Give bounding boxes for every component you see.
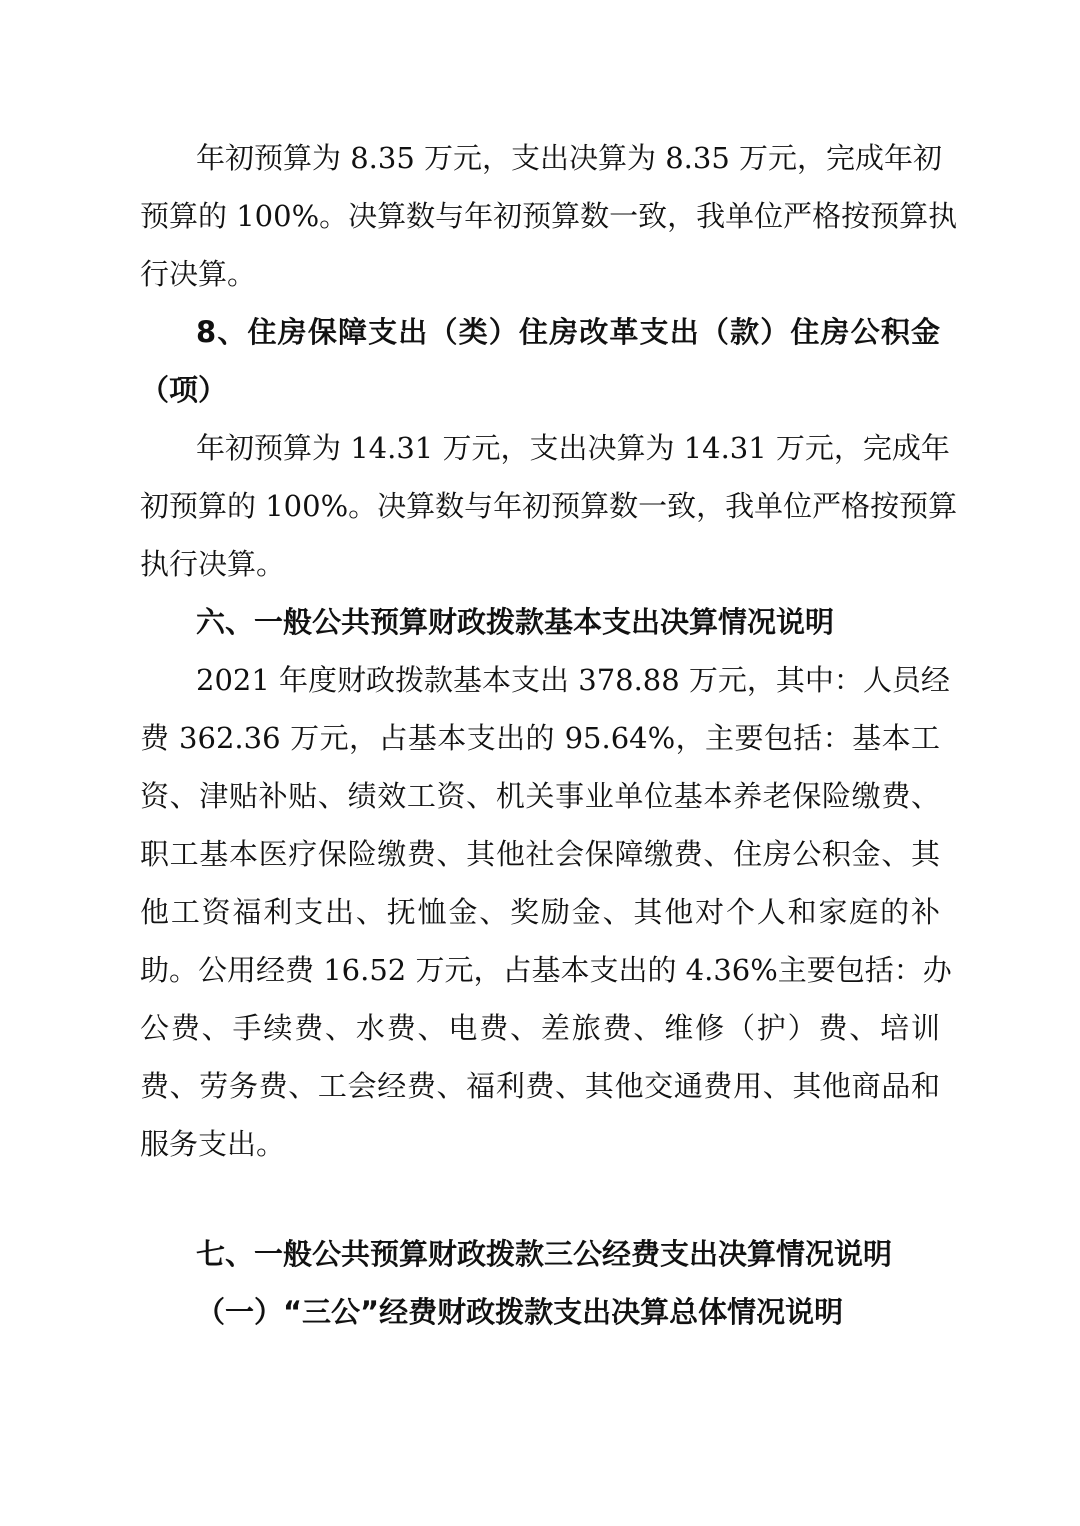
body-text-line: 费、劳务费、工会经费、福利费、其他交通费用、其他商品和 bbox=[140, 1069, 940, 1103]
body-text-line: 他工资福利支出、抚恤金、奖励金、其他对个人和家庭的补 bbox=[140, 895, 940, 929]
body-text-line: 职工基本医疗保险缴费、其他社会保障缴费、住房公积金、其 bbox=[140, 837, 940, 871]
body-text-line: 行决算。 bbox=[140, 257, 257, 291]
body-text-line: 助。公用经费 16.52 万元，占基本支出的 4.36%主要包括：办 bbox=[140, 953, 952, 987]
body-text-line: 年初预算为 8.35 万元，支出决算为 8.35 万元，完成年初 bbox=[196, 141, 943, 175]
body-text-line: 执行决算。 bbox=[140, 547, 286, 581]
sub-section-heading: （一）“三公”经费财政拨款支出决算总体情况说明 bbox=[196, 1295, 844, 1329]
body-text-line: 资、津贴补贴、绩效工资、机关事业单位基本养老保险缴费、 bbox=[140, 779, 940, 813]
body-text-line: 年初预算为 14.31 万元，支出决算为 14.31 万元，完成年 bbox=[196, 431, 950, 465]
section-heading: 8、住房保障支出（类）住房改革支出（款）住房公积金 bbox=[196, 315, 940, 349]
body-text-line: 初预算的 100%。决算数与年初预算数一致，我单位严格按预算 bbox=[140, 489, 958, 523]
section-heading: 七、一般公共预算财政拨款三公经费支出决算情况说明 bbox=[196, 1237, 893, 1271]
body-text-line: 公费、手续费、水费、电费、差旅费、维修（护）费、培训 bbox=[140, 1011, 940, 1045]
body-text-line: 2021 年度财政拨款基本支出 378.88 万元，其中：人员经 bbox=[196, 663, 950, 697]
body-text-line: 预算的 100%。决算数与年初预算数一致，我单位严格按预算执 bbox=[140, 199, 958, 233]
section-heading: 六、一般公共预算财政拨款基本支出决算情况说明 bbox=[196, 605, 835, 639]
body-text-line: 费 362.36 万元，占基本支出的 95.64%，主要包括：基本工 bbox=[140, 721, 940, 755]
body-text-line: 服务支出。 bbox=[140, 1127, 286, 1161]
section-heading: （项） bbox=[140, 373, 228, 407]
